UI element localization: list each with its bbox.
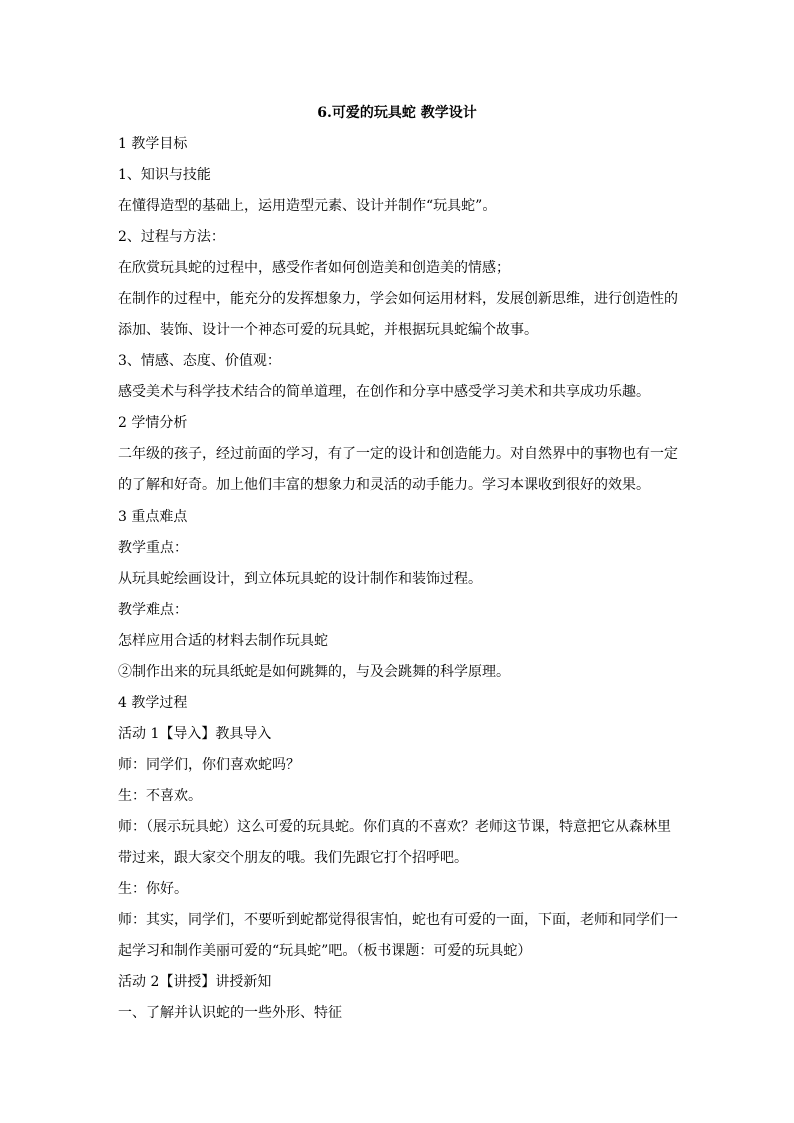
paragraph-line: 二年级的孩子，经过前面的学习，有了一定的设计和创造能力。对自然界中的事物也有一定 [118,446,678,462]
section-heading-key-points: 3 重点难点 [118,509,188,525]
activity-heading: 活动 2【讲授】讲授新知 [118,974,272,990]
document-title: 6.可爱的玩具蛇 教学设计 [317,105,477,121]
paragraph-line: 在制作的过程中，能充分的发挥想象力，学会如何运用材料，发展创新思维，进行创造性的 [118,291,678,307]
dialogue-line: 师：（展示玩具蛇）这么可爱的玩具蛇。你们真的不喜欢？老师这节课，特意把它从森林里 [118,819,671,835]
paragraph-line: 在欣赏玩具蛇的过程中，感受作者如何创造美和创造美的情感； [118,260,510,276]
paragraph-line: 从玩具蛇绘画设计，到立体玩具蛇的设计制作和装饰过程。 [118,571,482,587]
subheading-key-point: 教学重点： [118,540,188,556]
paragraph-line: 怎样应用合适的材料去制作玩具蛇 [118,633,328,649]
dialogue-line: 师：其实，同学们，不要听到蛇都觉得很害怕，蛇也有可爱的一面，下面，老师和同学们一 [118,912,678,928]
paragraph-line: 添加、装饰、设计一个神态可爱的玩具蛇，并根据玩具蛇编个故事。 [118,322,538,338]
dialogue-line: 生：不喜欢。 [118,788,202,804]
subheading-attitudes-values: 3、情感、态度、价值观： [118,353,281,369]
subheading-knowledge-skills: 1、知识与技能 [118,167,211,183]
paragraph-line: 在懂得造型的基础上，运用造型元素、设计并制作“玩具蛇”。 [118,198,497,214]
dialogue-line: 带过来，跟大家交个朋友的哦。我们先跟它打个招呼吧。 [118,850,468,866]
paragraph-line: 一、了解并认识蛇的一些外形、特征 [118,1005,342,1021]
section-heading-process: 4 教学过程 [118,695,188,711]
dialogue-line: 师：同学们，你们喜欢蛇吗？ [118,757,300,773]
section-heading-objectives: 1 教学目标 [118,136,188,152]
subheading-process-methods: 2、过程与方法： [118,229,225,245]
dialogue-line: 生：你好。 [118,881,188,897]
section-heading-analysis: 2 学情分析 [118,415,188,431]
paragraph-line: 感受美术与科学技术结合的简单道理，在创作和分享中感受学习美术和共享成功乐趣。 [118,384,650,400]
activity-heading: 活动 1【导入】教具导入 [118,726,272,742]
paragraph-line: 的了解和好奇。加上他们丰富的想象力和灵活的动手能力。学习本课收到很好的效果。 [118,477,650,493]
paragraph-line: ②制作出来的玩具纸蛇是如何跳舞的，与及会跳舞的科学原理。 [118,664,510,680]
subheading-difficulty: 教学难点： [118,602,188,618]
dialogue-line: 起学习和制作美丽可爱的“玩具蛇”吧。（板书课题：可爱的玩具蛇） [118,943,532,959]
